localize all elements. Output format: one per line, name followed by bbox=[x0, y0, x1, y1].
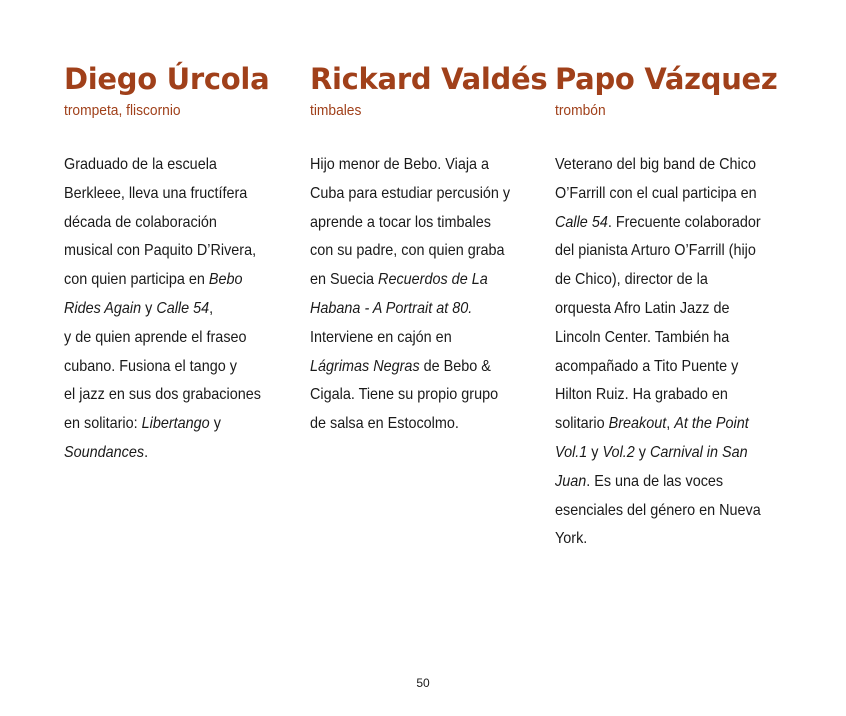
musician-instrument: trompeta, fliscornio bbox=[64, 102, 181, 119]
musician-column-diego-urcola bbox=[64, 58, 294, 468]
bio-title-text: Breakout bbox=[608, 415, 667, 433]
bio-line bbox=[310, 295, 535, 324]
bio-text: . Es una de las voces bbox=[586, 472, 724, 490]
bio-line bbox=[555, 410, 780, 439]
bio-text: Graduado de la escuela bbox=[64, 156, 217, 173]
bio-text: , bbox=[666, 415, 675, 433]
bio-line bbox=[64, 151, 289, 180]
bio-line bbox=[555, 497, 780, 526]
bio-line bbox=[64, 439, 289, 468]
bio-title-text: Habana - A Portrait at 80. bbox=[310, 299, 473, 317]
bio-text: con su padre, con quien graba bbox=[310, 242, 505, 260]
bio-text: y bbox=[634, 443, 650, 461]
bio-text: solitario bbox=[555, 415, 609, 433]
bio-text: década de colaboración bbox=[64, 213, 217, 231]
bio-text: del pianista Arturo O’Farrill (hijo bbox=[555, 242, 756, 260]
bio-title-text: Soundances bbox=[64, 443, 145, 461]
bio-title-text: Calle 54 bbox=[555, 213, 608, 231]
bio-text: . Frecuente colaborador bbox=[607, 213, 761, 231]
bio-text: acompañado a Tito Puente y bbox=[555, 357, 739, 375]
bio-title-text: Juan bbox=[555, 472, 587, 490]
bio-text: en solitario: bbox=[64, 415, 142, 433]
bio-line bbox=[64, 237, 289, 266]
bio-line bbox=[555, 525, 780, 554]
bio-text: de Bebo & bbox=[419, 357, 491, 375]
bio-text: con quien participa en bbox=[64, 271, 209, 289]
bio-text: York. bbox=[555, 530, 588, 548]
bio-line bbox=[64, 209, 289, 238]
bio-line bbox=[555, 180, 780, 209]
bio-text: Veterano del big band de Chico bbox=[555, 156, 756, 173]
bio-text: Cigala. Tiene su propio grupo bbox=[310, 386, 499, 404]
bio-text: cubano. Fusiona el tango y bbox=[64, 357, 237, 375]
bio-text: musical con Paquito D’Rivera, bbox=[64, 242, 257, 260]
musician-name: Papo Vázquez bbox=[555, 62, 778, 96]
musician-column-rickard-valdes bbox=[310, 58, 548, 439]
musician-bio bbox=[310, 151, 535, 439]
bio-text: Cuba para estudiar percusión y bbox=[310, 184, 511, 202]
page-number: 50 bbox=[416, 676, 430, 690]
bio-text: el jazz en sus dos grabaciones bbox=[64, 386, 261, 404]
bio-line bbox=[64, 324, 289, 353]
bio-title-text: At the Point bbox=[674, 415, 749, 433]
bio-line bbox=[64, 295, 289, 324]
bio-line bbox=[555, 295, 780, 324]
bio-text: y bbox=[209, 415, 221, 433]
bio-line bbox=[555, 237, 780, 266]
bio-title-text: Recuerdos de La bbox=[378, 271, 488, 289]
bio-line bbox=[64, 381, 289, 410]
bio-text: . bbox=[144, 443, 149, 461]
bio-text: de salsa en Estocolmo. bbox=[310, 415, 459, 433]
musician-instrument: trombón bbox=[555, 102, 606, 119]
bio-text: Hijo menor de Bebo. Viaja a bbox=[310, 156, 490, 173]
bio-text: Berkleee, lleva una fructífera bbox=[64, 184, 248, 202]
bio-text: y de quien aprende el fraseo bbox=[64, 328, 247, 346]
bio-line bbox=[555, 266, 780, 295]
bio-line bbox=[310, 324, 535, 353]
bio-title-text: Vol.2 bbox=[602, 443, 635, 461]
bio-line bbox=[555, 209, 780, 238]
bio-line bbox=[310, 237, 535, 266]
bio-line bbox=[64, 266, 289, 295]
bio-line bbox=[64, 180, 289, 209]
bio-text: aprende a tocar los timbales bbox=[310, 213, 491, 231]
bio-title-text: Vol.1 bbox=[555, 443, 588, 461]
bio-text: y bbox=[141, 299, 157, 317]
bio-text: y bbox=[587, 443, 603, 461]
bio-line bbox=[310, 151, 535, 180]
bio-text: esenciales del género en Nueva bbox=[555, 501, 761, 519]
bio-title-text: Rides Again bbox=[64, 299, 142, 317]
bio-line bbox=[555, 151, 780, 180]
bio-line bbox=[555, 381, 780, 410]
bio-text: de Chico), director de la bbox=[555, 271, 708, 289]
bio-line bbox=[310, 353, 535, 382]
bio-line bbox=[64, 353, 289, 382]
bio-line bbox=[64, 410, 289, 439]
bio-text: O’Farrill con el cual participa en bbox=[555, 184, 757, 202]
bio-line bbox=[555, 468, 780, 497]
bio-line bbox=[310, 266, 535, 295]
bio-title-text: Libertango bbox=[141, 415, 210, 433]
musician-name: Diego Úrcola bbox=[64, 62, 270, 96]
bio-line bbox=[310, 381, 535, 410]
bio-line bbox=[555, 439, 780, 468]
bio-line bbox=[310, 180, 535, 209]
bio-text: en Suecia bbox=[310, 271, 379, 289]
musician-instrument: timbales bbox=[310, 102, 362, 119]
bio-line bbox=[310, 209, 535, 238]
bio-title-text: Lágrimas Negras bbox=[310, 357, 420, 375]
musician-bio bbox=[555, 151, 780, 554]
musician-column-papo-vazquez bbox=[555, 58, 785, 554]
bio-title-text: Carnival in San bbox=[649, 443, 748, 461]
bio-text: , bbox=[209, 299, 214, 317]
bio-line bbox=[555, 324, 780, 353]
bio-title-text: Calle 54 bbox=[156, 299, 210, 317]
bio-text: Hilton Ruiz. Ha grabado en bbox=[555, 386, 728, 404]
bio-title-text: Bebo bbox=[208, 271, 243, 289]
bio-line bbox=[310, 410, 535, 439]
bio-text: Interviene en cajón en bbox=[310, 328, 452, 346]
musician-name: Rickard Valdés bbox=[310, 62, 548, 96]
bio-line bbox=[555, 353, 780, 382]
bio-text: Lincoln Center. También ha bbox=[555, 328, 730, 346]
bio-text: orquesta Afro Latin Jazz de bbox=[555, 299, 730, 317]
musician-bio bbox=[64, 151, 289, 468]
